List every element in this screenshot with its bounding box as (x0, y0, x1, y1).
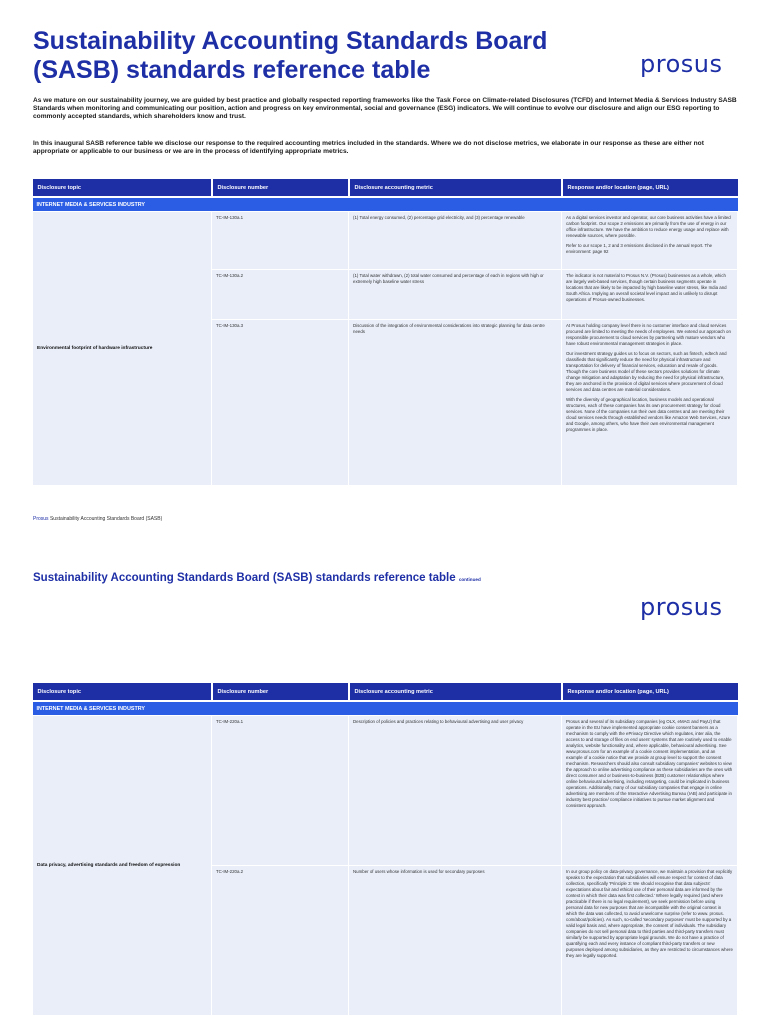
column-header: Disclosure accounting metric (349, 179, 562, 197)
disclosure-response (562, 320, 738, 486)
column-header: Disclosure number (212, 683, 349, 701)
sasb-reference-table (32, 683, 738, 1016)
disclosure-response (562, 716, 738, 866)
page-footer (33, 516, 162, 522)
disclosure-number: TC-IM-130a.3 (212, 320, 349, 486)
table-header-row (33, 683, 738, 701)
response-paragraph: Prosus and several of its subsidiary companies (eg OLX, eMAG and PayU) that operate in the EU have implemented appropriate cookie consent banners as a mechanism to comply with the ePrivacy Directive which regulates, inter alia, the access to and storage of files on end users' systems that are routinely used to enable analytics, website functionality and, where applicable, behavioural advertising. See www.prosus.com for an example of a cookie consent implementation, and an example of a cookie notice that we provide at group level to support the consent mechanism. Researchers should also consult subsidiary companies' websites to view the approach to online advertising compliance as these subsidiaries are the ones with direct consumer and or business-to-business (B2B) customer relationships where online behavioural advertising, including retargeting, could be implicated in business operations. Additionally, many of our subsidiary companies that engage in online advertising are members of the Interactive Advertising Bureau (IAB) and participate in industry best practice/ compliance initiatives to pursue market alignment and consistent approach. (566, 719, 733, 808)
prosus-logo: prosus (640, 593, 723, 621)
column-header: Response and/or location (page, URL) (562, 179, 738, 197)
response-paragraph: The indicator is not material to Prosus N.V. (Prosus) businesses as a whole, which are largely web-based services, though certain business segments operate in locations that are likely to be impacted by high baseline water stress, like India and South Africa. Implying an overall societal level impact and is unlikely to disrupt operations of Prosus-owned businesses. (566, 273, 727, 302)
page-title: Sustainability Accounting Standards Board (SASB) standards reference table (33, 27, 548, 84)
footer-brand: Prosus (33, 516, 49, 522)
disclosure-topic: Data privacy, advertising standards and freedom of expression (33, 716, 212, 1016)
page-title-continued (33, 572, 481, 584)
industry-row (33, 701, 738, 716)
industry-label: INTERNET MEDIA & SERVICES INDUSTRY (33, 701, 738, 716)
sasb-reference-table (32, 179, 738, 486)
table-row (33, 212, 738, 270)
disclosure-response (562, 866, 738, 1016)
column-header: Disclosure accounting metric (349, 683, 562, 701)
response-paragraph: At Prosus holding company level there is no customer interface and cloud services procured are limited to meeting the needs of employees. We extend our approach on responsible procurement to cloud services by partnering with mature vendors who have robust environmental management strategies in place. (566, 323, 731, 346)
column-header: Disclosure number (212, 179, 349, 197)
response-paragraph: Our investment strategy guides us to focus on sectors, such as fintech, edtech and classifieds that significantly reduce the need for physical infrastructure and transportation for delivery of financial services, education and resale of goods. Though the core business model of these sectors provides solutions for climate change mitigation and adaptation by reducing the need for physical infrastructure, they are anchored in the provision of digital services where procurement of cloud services and data centres are material considerations. (566, 351, 727, 392)
footer-text: Sustainability Accounting Standards Board (SASB) (49, 516, 163, 522)
intro-paragraph: In this inaugural SASB reference table we disclose our response to the required accounting metrics included in the standards. Where we do not disclose metrics, we elaborate in our response as these are either not appropriate or applicable to our business or we are in the process of identifying appropriate metrics. (33, 140, 704, 156)
column-header: Response and/or location (page, URL) (562, 683, 738, 701)
continued-label: continued (458, 577, 481, 582)
disclosure-topic: Environmental footprint of hardware infrastructure (33, 212, 212, 486)
disclosure-metric: Description of policies and practices relating to behavioural advertising and user privacy (349, 716, 562, 866)
title-text: Sustainability Accounting Standards Board (SASB) standards reference table (33, 572, 456, 584)
table-header-row (33, 179, 738, 197)
disclosure-number: TC-IM-130a.1 (212, 212, 349, 270)
disclosure-response (562, 270, 738, 320)
response-paragraph: Refer to our scope 1, 2 and 3 emissions disclosed in the annual report. The environment: page 92 (566, 243, 713, 254)
disclosure-metric: Number of users whose information is used for secondary purposes (349, 866, 562, 1016)
prosus-logo: prosus (640, 50, 723, 78)
industry-row (33, 197, 738, 212)
table-row (33, 716, 738, 866)
disclosure-metric: (1) Total energy consumed, (2) percentage grid electricity, and (3) percentage renewable (349, 212, 562, 270)
disclosure-metric: (1) Total water withdrawn, (2) total water consumed and percentage of each in regions with high or extremely high baseline water stress (349, 270, 562, 320)
column-header: Disclosure topic (33, 683, 212, 701)
disclosure-number: TC-IM-130a.2 (212, 270, 349, 320)
disclosure-number: TC-IM-220a.2 (212, 866, 349, 1016)
response-paragraph: With the diversity of geographical location, business models and operational structures, each of these companies has its own procurement strategy for cloud services. None of the companies run their own data centres and are meeting their cloud services needs through established vendors like Amazon Web Services, Azure and Google, among others, who have their own environmental management programmes in place. (566, 397, 731, 432)
disclosure-response (562, 212, 738, 270)
disclosure-number: TC-IM-220a.1 (212, 716, 349, 866)
industry-label: INTERNET MEDIA & SERVICES INDUSTRY (33, 197, 738, 212)
response-paragraph: As a digital services investor and operator, our core business activities have a limited carbon footprint. Our scope 2 emissions are primarily from the use of energy in our office infrastructure. We have the ambition to reduce energy usage and replace with renewable sources, where possible. (566, 215, 731, 238)
intro-paragraph: As we mature on our sustainability journey, we are guided by best practice and globally respected reporting frameworks like the Task Force on Climate-related Disclosures (TCFD) and Internet Media & Services Industry SASB Standards when monitoring and communicating our position, action and progress on key environmental, social and governance (ESG) indicators. We will continue to evolve our disclosure and align our ESG reporting to commonly accepted standards, which shareholders know and trust. (33, 97, 737, 121)
disclosure-metric: Discussion of the integration of environmental considerations into strategic planning for data centre needs (349, 320, 562, 486)
response-paragraph: In our group policy on data-privacy governance, we maintain a provision that explicitly speaks to the expectation that subsidiaries will ensure respect for context of data collection, specifically 'Principle 3: We should recognise that data subjects' expectations about fair and ethical use of their personal data are informed by the context in which their data was first collected.' Where legally required (and where practicable if there is no legal requirement), we seek permission before using personal data for new purposes that are incompatible with the original context in which the data was collected, to avoid unwelcome surprise (refer to www. prosus. com/about/policies). As such, so-called 'secondary purposes' must be supported by a valid legal basis and, where appropriate, the consent of individuals. The subsidiary companies do not sell personal data to third parties and third-party transfers must similarly be supported by appropriate legal grounds. We do not have a practice of quantifying each and every instance of compliant third-party transfers or new purposes deployed among subsidiaries, as they are restricted to circumstances where they are legally supported. (566, 869, 733, 958)
column-header: Disclosure topic (33, 179, 212, 197)
